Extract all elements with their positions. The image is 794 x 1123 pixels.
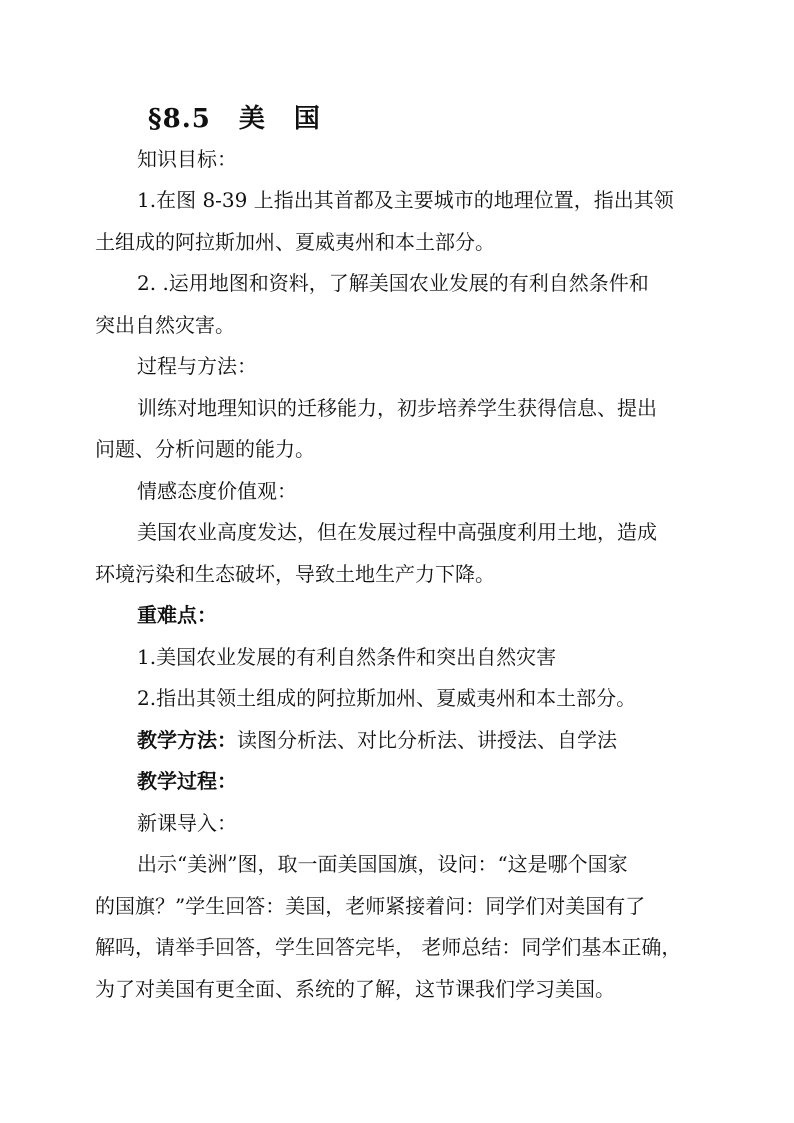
methods-line bbox=[137, 728, 747, 752]
teaching-process-heading: 教学过程： bbox=[137, 769, 237, 793]
knowledge-item-1-line-2: 土组成的阿拉斯加州、夏威夷州和本土部分。 bbox=[95, 230, 495, 254]
intro-line-2: 的国旗？”学生回答：美国，老师紧接着问：同学们对美国有了 bbox=[95, 894, 646, 918]
intro-heading: 新课导入： bbox=[137, 811, 237, 835]
intro-line-3: 解吗，请举手回答，学生回答完毕， 老师总结：同学们基本正确， bbox=[95, 935, 682, 959]
keypoints-item-2: 2.指出其领土组成的阿拉斯加州、夏威夷州和本土部分。 bbox=[137, 686, 637, 710]
process-heading: 过程与方法： bbox=[137, 354, 257, 378]
title-char-1: 美 bbox=[238, 104, 266, 134]
section-number: §8.5 bbox=[148, 104, 211, 134]
methods-label: 教学方法： bbox=[137, 728, 237, 752]
values-heading: 情感态度价值观： bbox=[137, 479, 297, 503]
knowledge-item-1-line-1: 1.在图 8-39 上指出其首都及主要城市的地理位置，指出其领 bbox=[137, 188, 674, 212]
process-line-2: 问题、分析问题的能力。 bbox=[95, 437, 315, 461]
knowledge-item-2-line-1: 2. .运用地图和资料，了解美国农业发展的有利自然条件和 bbox=[137, 271, 649, 295]
keypoints-heading: 重难点： bbox=[137, 603, 217, 627]
process-line-1: 训练对地理知识的迁移能力，初步培养学生获得信息、提出 bbox=[137, 396, 657, 420]
title-char-2: 国 bbox=[293, 104, 321, 134]
methods-value: 读图分析法、对比分析法、讲授法、自学法 bbox=[237, 728, 617, 752]
knowledge-heading: 知识目标： bbox=[137, 147, 237, 171]
values-line-1: 美国农业高度发达，但在发展过程中高强度利用土地，造成 bbox=[137, 520, 657, 544]
intro-line-4: 为了对美国有更全面、系统的了解，这节课我们学习美国。 bbox=[95, 977, 615, 1001]
keypoints-item-1: 1.美国农业发展的有利自然条件和突出自然灾害 bbox=[137, 645, 557, 669]
intro-line-1: 出示“美洲”图，取一面美国国旗，设问：“这是哪个国家 bbox=[137, 852, 628, 876]
knowledge-item-2-line-2: 突出自然灾害。 bbox=[95, 313, 235, 337]
values-line-2: 环境污染和生态破坏，导致土地生产力下降。 bbox=[95, 562, 495, 586]
page-title bbox=[148, 98, 321, 135]
